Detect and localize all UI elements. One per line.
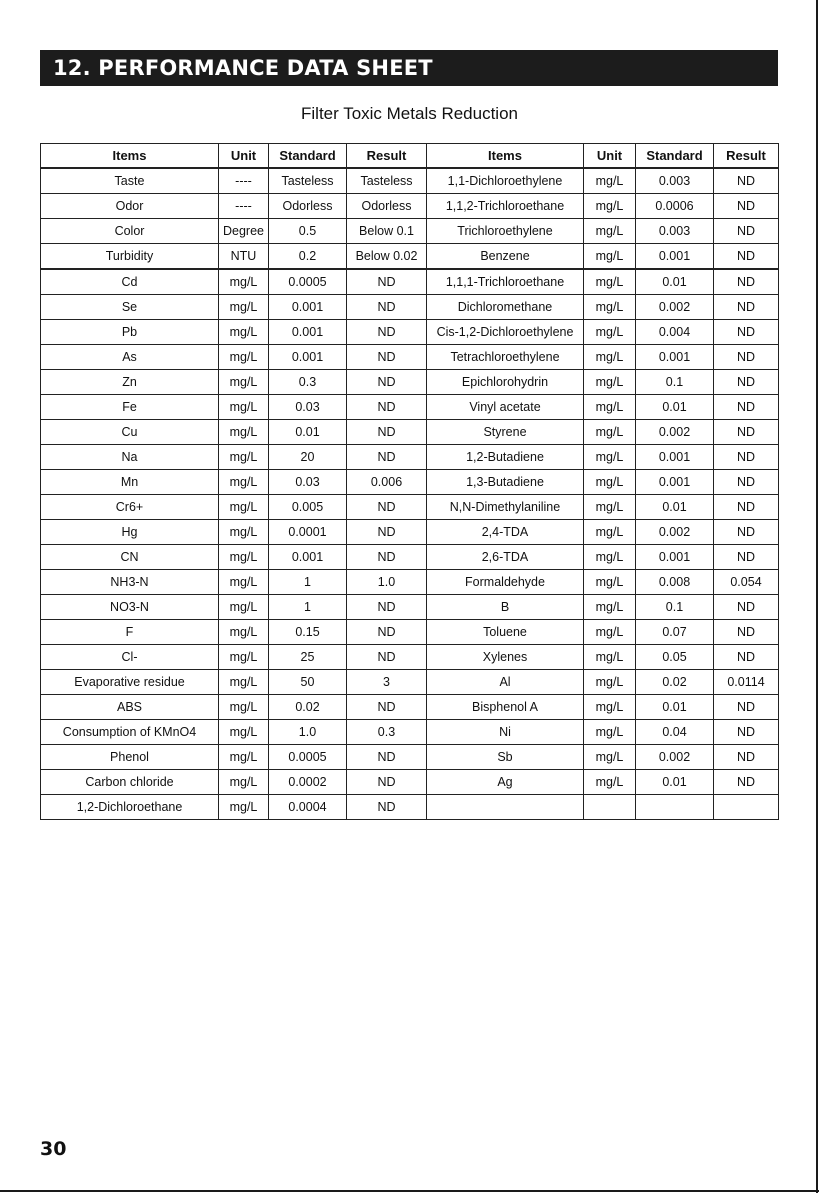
cell-standard-2: 0.04 [636,720,714,745]
cell-unit-2: mg/L [584,520,636,545]
table-title: Filter Toxic Metals Reduction [301,104,518,123]
cell-item-2: Trichloroethylene [427,219,584,244]
cell-unit: mg/L [219,520,269,545]
cell-result-2: 0.054 [714,570,779,595]
cell-unit-2: mg/L [584,244,636,270]
cell-result-2: ND [714,520,779,545]
cell-standard: 1 [269,570,347,595]
cell-unit-2 [584,795,636,820]
cell-unit-2: mg/L [584,168,636,194]
cell-unit: mg/L [219,420,269,445]
cell-item-2: Ag [427,770,584,795]
cell-item: 1,2-Dichloroethane [41,795,219,820]
cell-item: NH3-N [41,570,219,595]
cell-item: Mn [41,470,219,495]
cell-item: Turbidity [41,244,219,270]
cell-result: ND [347,595,427,620]
cell-standard: 0.03 [269,395,347,420]
cell-result: ND [347,395,427,420]
cell-standard: 20 [269,445,347,470]
cell-standard: 0.0004 [269,795,347,820]
cell-unit: mg/L [219,295,269,320]
cell-unit-2: mg/L [584,194,636,219]
cell-standard-2: 0.001 [636,545,714,570]
section-title: 12. PERFORMANCE DATA SHEET [40,50,778,86]
cell-unit: mg/L [219,445,269,470]
cell-item: Hg [41,520,219,545]
cell-result: 0.3 [347,720,427,745]
table-row [41,470,779,495]
cell-unit-2: mg/L [584,495,636,520]
cell-result-2: ND [714,345,779,370]
cell-unit: mg/L [219,320,269,345]
table-row [41,370,779,395]
cell-result: ND [347,420,427,445]
cell-standard-2: 0.003 [636,219,714,244]
cell-item-2: Sb [427,745,584,770]
table-row [41,345,779,370]
cell-result-2: ND [714,545,779,570]
cell-item-2: 2,6-TDA [427,545,584,570]
table-row [41,244,779,270]
cell-unit-2: mg/L [584,770,636,795]
table-row [41,194,779,219]
cell-standard-2: 0.008 [636,570,714,595]
cell-unit-2: mg/L [584,370,636,395]
cell-unit-2: mg/L [584,320,636,345]
cell-unit: NTU [219,244,269,270]
cell-unit: mg/L [219,720,269,745]
cell-result: Odorless [347,194,427,219]
table-row [41,269,779,295]
cell-item-2 [427,795,584,820]
cell-unit: mg/L [219,745,269,770]
cell-item-2: Tetrachloroethylene [427,345,584,370]
table-row [41,495,779,520]
cell-result-2: ND [714,395,779,420]
cell-item-2: Toluene [427,620,584,645]
cell-item: NO3-N [41,595,219,620]
cell-standard: 25 [269,645,347,670]
cell-unit: mg/L [219,495,269,520]
cell-standard-2: 0.1 [636,595,714,620]
cell-standard: 0.001 [269,545,347,570]
cell-unit: mg/L [219,269,269,295]
page-right-border [816,0,818,1193]
cell-result-2: ND [714,295,779,320]
cell-standard-2: 0.0006 [636,194,714,219]
cell-standard-2: 0.004 [636,320,714,345]
cell-result: ND [347,795,427,820]
cell-result-2: ND [714,595,779,620]
cell-unit-2: mg/L [584,445,636,470]
header-items: Items [41,144,219,169]
cell-standard: 0.0005 [269,745,347,770]
cell-item-2: 1,1,1-Trichloroethane [427,269,584,295]
header-result-2: Result [714,144,779,169]
cell-item: ABS [41,695,219,720]
table-row [41,295,779,320]
cell-result-2: ND [714,168,779,194]
table-row [41,570,779,595]
cell-item: Taste [41,168,219,194]
cell-result: ND [347,295,427,320]
cell-item: Na [41,445,219,470]
cell-item: Se [41,295,219,320]
cell-unit: ---- [219,194,269,219]
cell-result-2: ND [714,695,779,720]
cell-item-2: Cis-1,2-Dichloroethylene [427,320,584,345]
cell-unit-2: mg/L [584,470,636,495]
cell-unit-2: mg/L [584,745,636,770]
cell-unit: mg/L [219,595,269,620]
cell-standard: 1.0 [269,720,347,745]
cell-item-2: 2,4-TDA [427,520,584,545]
cell-item-2: Formaldehyde [427,570,584,595]
cell-unit: mg/L [219,470,269,495]
cell-result: 3 [347,670,427,695]
cell-item: Pb [41,320,219,345]
cell-unit-2: mg/L [584,570,636,595]
cell-result: ND [347,545,427,570]
table-row [41,645,779,670]
table-row [41,695,779,720]
table-header-row [41,144,779,169]
cell-unit: mg/L [219,670,269,695]
cell-item-2: N,N-Dimethylaniline [427,495,584,520]
cell-result: Tasteless [347,168,427,194]
cell-result-2: ND [714,770,779,795]
cell-standard-2: 0.02 [636,670,714,695]
cell-item-2: Styrene [427,420,584,445]
table-row [41,545,779,570]
cell-unit: mg/L [219,545,269,570]
cell-standard-2: 0.1 [636,370,714,395]
cell-item-2: Al [427,670,584,695]
table-row [41,520,779,545]
cell-standard-2: 0.07 [636,620,714,645]
cell-result-2: ND [714,219,779,244]
cell-item: CN [41,545,219,570]
cell-item: Color [41,219,219,244]
page-number: 30 [40,1138,67,1160]
cell-result-2: 0.0114 [714,670,779,695]
table-row [41,395,779,420]
cell-standard-2: 0.001 [636,470,714,495]
cell-standard: 0.2 [269,244,347,270]
cell-result-2: ND [714,720,779,745]
cell-unit: mg/L [219,370,269,395]
cell-unit: mg/L [219,695,269,720]
cell-standard: 0.03 [269,470,347,495]
header-unit: Unit [219,144,269,169]
cell-item: Cr6+ [41,495,219,520]
table-row [41,219,779,244]
cell-item: Phenol [41,745,219,770]
cell-standard: 0.0002 [269,770,347,795]
cell-item-2: 1,1-Dichloroethylene [427,168,584,194]
cell-unit-2: mg/L [584,395,636,420]
cell-result: Below 0.1 [347,219,427,244]
cell-unit: mg/L [219,395,269,420]
cell-item: Odor [41,194,219,219]
cell-result-2: ND [714,269,779,295]
cell-item: Fe [41,395,219,420]
cell-standard: 0.001 [269,295,347,320]
cell-unit-2: mg/L [584,620,636,645]
cell-standard: Tasteless [269,168,347,194]
cell-item-2: 1,3-Butadiene [427,470,584,495]
cell-unit-2: mg/L [584,269,636,295]
cell-unit-2: mg/L [584,219,636,244]
cell-item: As [41,345,219,370]
cell-unit-2: mg/L [584,295,636,320]
cell-standard-2: 0.002 [636,745,714,770]
cell-unit: ---- [219,168,269,194]
cell-standard-2: 0.001 [636,445,714,470]
cell-unit: mg/L [219,645,269,670]
cell-item: F [41,620,219,645]
table-row [41,168,779,194]
cell-item-2: Xylenes [427,645,584,670]
cell-result: ND [347,269,427,295]
table-row [41,770,779,795]
cell-result: ND [347,495,427,520]
cell-result-2: ND [714,745,779,770]
cell-result: ND [347,345,427,370]
cell-item-2: 1,1,2-Trichloroethane [427,194,584,219]
cell-result-2: ND [714,194,779,219]
cell-unit-2: mg/L [584,645,636,670]
cell-item-2: Epichlorohydrin [427,370,584,395]
cell-unit-2: mg/L [584,695,636,720]
cell-result: ND [347,445,427,470]
cell-item-2: B [427,595,584,620]
performance-table [40,143,779,820]
table-row [41,420,779,445]
cell-result: ND [347,695,427,720]
cell-standard-2: 0.002 [636,295,714,320]
table-row [41,320,779,345]
cell-standard-2: 0.01 [636,395,714,420]
cell-standard-2: 0.01 [636,269,714,295]
cell-result: ND [347,620,427,645]
header-items-2: Items [427,144,584,169]
cell-result-2: ND [714,495,779,520]
cell-standard: 0.0005 [269,269,347,295]
table-row [41,745,779,770]
cell-item: Zn [41,370,219,395]
cell-result-2: ND [714,370,779,395]
cell-item: Evaporative residue [41,670,219,695]
cell-result-2: ND [714,320,779,345]
cell-result: ND [347,370,427,395]
cell-result: 1.0 [347,570,427,595]
cell-item: Carbon chloride [41,770,219,795]
cell-standard: Odorless [269,194,347,219]
cell-standard: 0.001 [269,345,347,370]
header-result: Result [347,144,427,169]
table-row [41,595,779,620]
table-row [41,445,779,470]
cell-unit: mg/L [219,345,269,370]
cell-result: ND [347,320,427,345]
cell-unit-2: mg/L [584,420,636,445]
cell-item: Cl- [41,645,219,670]
cell-standard: 0.0001 [269,520,347,545]
cell-standard: 0.5 [269,219,347,244]
cell-result: 0.006 [347,470,427,495]
cell-result: Below 0.02 [347,244,427,270]
cell-standard: 0.02 [269,695,347,720]
cell-standard: 0.15 [269,620,347,645]
cell-standard-2 [636,795,714,820]
cell-unit: mg/L [219,620,269,645]
cell-result-2 [714,795,779,820]
cell-item: Cd [41,269,219,295]
cell-standard: 1 [269,595,347,620]
header-unit-2: Unit [584,144,636,169]
cell-item-2: 1,2-Butadiene [427,445,584,470]
cell-unit: Degree [219,219,269,244]
cell-standard: 0.01 [269,420,347,445]
cell-standard: 0.001 [269,320,347,345]
cell-standard-2: 0.01 [636,770,714,795]
cell-standard-2: 0.001 [636,345,714,370]
cell-result-2: ND [714,470,779,495]
cell-result: ND [347,520,427,545]
page-bottom-border [0,1190,819,1192]
cell-standard: 50 [269,670,347,695]
cell-item-2: Ni [427,720,584,745]
cell-standard-2: 0.003 [636,168,714,194]
cell-item-2: Vinyl acetate [427,395,584,420]
cell-standard-2: 0.01 [636,495,714,520]
table-row [41,720,779,745]
cell-unit-2: mg/L [584,545,636,570]
cell-result-2: ND [714,645,779,670]
cell-unit-2: mg/L [584,670,636,695]
cell-result: ND [347,645,427,670]
cell-standard-2: 0.002 [636,520,714,545]
cell-result: ND [347,745,427,770]
cell-item-2: Benzene [427,244,584,270]
cell-item: Cu [41,420,219,445]
header-standard-2: Standard [636,144,714,169]
cell-standard-2: 0.01 [636,695,714,720]
table-row [41,620,779,645]
cell-unit-2: mg/L [584,595,636,620]
header-standard: Standard [269,144,347,169]
cell-result-2: ND [714,244,779,270]
cell-item: Consumption of KMnO4 [41,720,219,745]
cell-standard-2: 0.002 [636,420,714,445]
cell-item-2: Bisphenol A [427,695,584,720]
cell-standard-2: 0.001 [636,244,714,270]
cell-unit: mg/L [219,795,269,820]
cell-item-2: Dichloromethane [427,295,584,320]
cell-unit: mg/L [219,570,269,595]
cell-unit-2: mg/L [584,720,636,745]
cell-standard: 0.005 [269,495,347,520]
cell-result-2: ND [714,445,779,470]
cell-result-2: ND [714,420,779,445]
cell-result-2: ND [714,620,779,645]
table-row [41,795,779,820]
table-row [41,670,779,695]
cell-result: ND [347,770,427,795]
cell-unit: mg/L [219,770,269,795]
cell-standard: 0.3 [269,370,347,395]
cell-standard-2: 0.05 [636,645,714,670]
cell-unit-2: mg/L [584,345,636,370]
